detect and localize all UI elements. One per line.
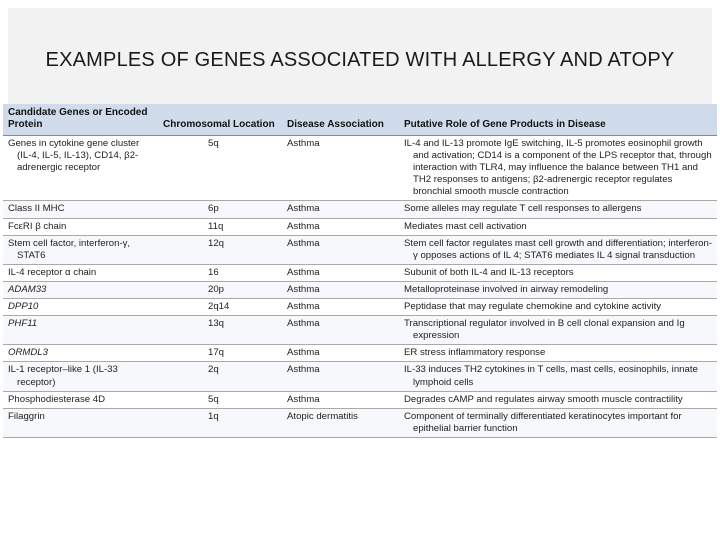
role-cell: Subunit of both IL-4 and IL-13 receptors bbox=[399, 264, 717, 281]
role-cell: Mediates mast cell activation bbox=[399, 218, 717, 235]
location-cell: 11q bbox=[158, 218, 282, 235]
table-row bbox=[3, 201, 717, 218]
header-gene: Candidate Genes or Encoded Protein bbox=[3, 104, 158, 136]
location-cell: 5q bbox=[158, 391, 282, 408]
role-cell: Component of terminally differentiated keratinocytes important for epithelial barrier function bbox=[399, 408, 717, 437]
gene-cell: Phosphodiesterase 4D bbox=[3, 391, 158, 408]
gene-cell: Class II MHC bbox=[3, 201, 158, 218]
gene-table-card bbox=[3, 104, 717, 536]
location-cell: 20p bbox=[158, 281, 282, 298]
disease-cell: Atopic dermatitis bbox=[282, 408, 399, 437]
gene-table bbox=[3, 104, 717, 438]
location-cell: 1q bbox=[158, 408, 282, 437]
location-cell: 13q bbox=[158, 316, 282, 345]
table-row bbox=[3, 218, 717, 235]
table-row bbox=[3, 362, 717, 391]
gene-cell: Genes in cytokine gene cluster (IL-4, IL-5, IL-13), CD14, β2-adrenergic receptor bbox=[3, 136, 158, 201]
disease-cell: Asthma bbox=[282, 281, 399, 298]
table-header bbox=[3, 104, 717, 136]
role-cell: IL-4 and IL-13 promote IgE switching, IL-5 promotes eosinophil growth and activation; CD14 is a component of the LPS receptor that, through interaction with TLR4, may influence the balance between TH1 and TH2 responses to antigens; β2-adrenergic receptor regulates bronchial smooth muscle contraction bbox=[399, 136, 717, 201]
disease-cell: Asthma bbox=[282, 316, 399, 345]
table-row bbox=[3, 235, 717, 264]
gene-cell: ADAM33 bbox=[3, 281, 158, 298]
gene-cell: Stem cell factor, interferon-γ, STAT6 bbox=[3, 235, 158, 264]
disease-cell: Asthma bbox=[282, 299, 399, 316]
gene-cell: FcεRI β chain bbox=[3, 218, 158, 235]
role-cell: Peptidase that may regulate chemokine and cytokine activity bbox=[399, 299, 717, 316]
disease-cell: Asthma bbox=[282, 235, 399, 264]
location-cell: 17q bbox=[158, 345, 282, 362]
table-row bbox=[3, 408, 717, 437]
gene-cell: Filaggrin bbox=[3, 408, 158, 437]
table-row bbox=[3, 316, 717, 345]
role-cell: Degrades cAMP and regulates airway smooth muscle contractility bbox=[399, 391, 717, 408]
gene-cell: ORMDL3 bbox=[3, 345, 158, 362]
location-cell: 5q bbox=[158, 136, 282, 201]
header-disease: Disease Association bbox=[282, 104, 399, 136]
disease-cell: Asthma bbox=[282, 201, 399, 218]
table-row bbox=[3, 136, 717, 201]
gene-cell: IL-4 receptor α chain bbox=[3, 264, 158, 281]
location-cell: 12q bbox=[158, 235, 282, 264]
role-cell: ER stress inflammatory response bbox=[399, 345, 717, 362]
disease-cell: Asthma bbox=[282, 218, 399, 235]
table-row bbox=[3, 299, 717, 316]
table-row bbox=[3, 264, 717, 281]
location-cell: 16 bbox=[158, 264, 282, 281]
location-cell: 2q bbox=[158, 362, 282, 391]
role-cell: Some alleles may regulate T cell responses to allergens bbox=[399, 201, 717, 218]
role-cell: Metalloproteinase involved in airway remodeling bbox=[399, 281, 717, 298]
table-body bbox=[3, 136, 717, 438]
disease-cell: Asthma bbox=[282, 136, 399, 201]
disease-cell: Asthma bbox=[282, 391, 399, 408]
header-location: Chromosomal Location bbox=[158, 104, 282, 136]
role-cell: IL-33 induces TH2 cytokines in T cells, mast cells, eosinophils, innate lymphoid cells bbox=[399, 362, 717, 391]
disease-cell: Asthma bbox=[282, 362, 399, 391]
gene-cell: DPP10 bbox=[3, 299, 158, 316]
slide-title: EXAMPLES OF GENES ASSOCIATED WITH ALLERGY AND ATOPY bbox=[45, 49, 675, 71]
location-cell: 2q14 bbox=[158, 299, 282, 316]
header-role: Putative Role of Gene Products in Disease bbox=[399, 104, 717, 136]
table-row bbox=[3, 345, 717, 362]
table-row bbox=[3, 281, 717, 298]
table-header-row bbox=[3, 104, 717, 136]
role-cell: Stem cell factor regulates mast cell growth and differentiation; interferon-γ opposes actions of IL 4; STAT6 mediates IL 4 signal transduction bbox=[399, 235, 717, 264]
disease-cell: Asthma bbox=[282, 264, 399, 281]
disease-cell: Asthma bbox=[282, 345, 399, 362]
location-cell: 6p bbox=[158, 201, 282, 218]
table-row bbox=[3, 391, 717, 408]
gene-cell: IL-1 receptor–like 1 (IL-33 receptor) bbox=[3, 362, 158, 391]
role-cell: Transcriptional regulator involved in B cell clonal expansion and Ig expression bbox=[399, 316, 717, 345]
gene-cell: PHF11 bbox=[3, 316, 158, 345]
